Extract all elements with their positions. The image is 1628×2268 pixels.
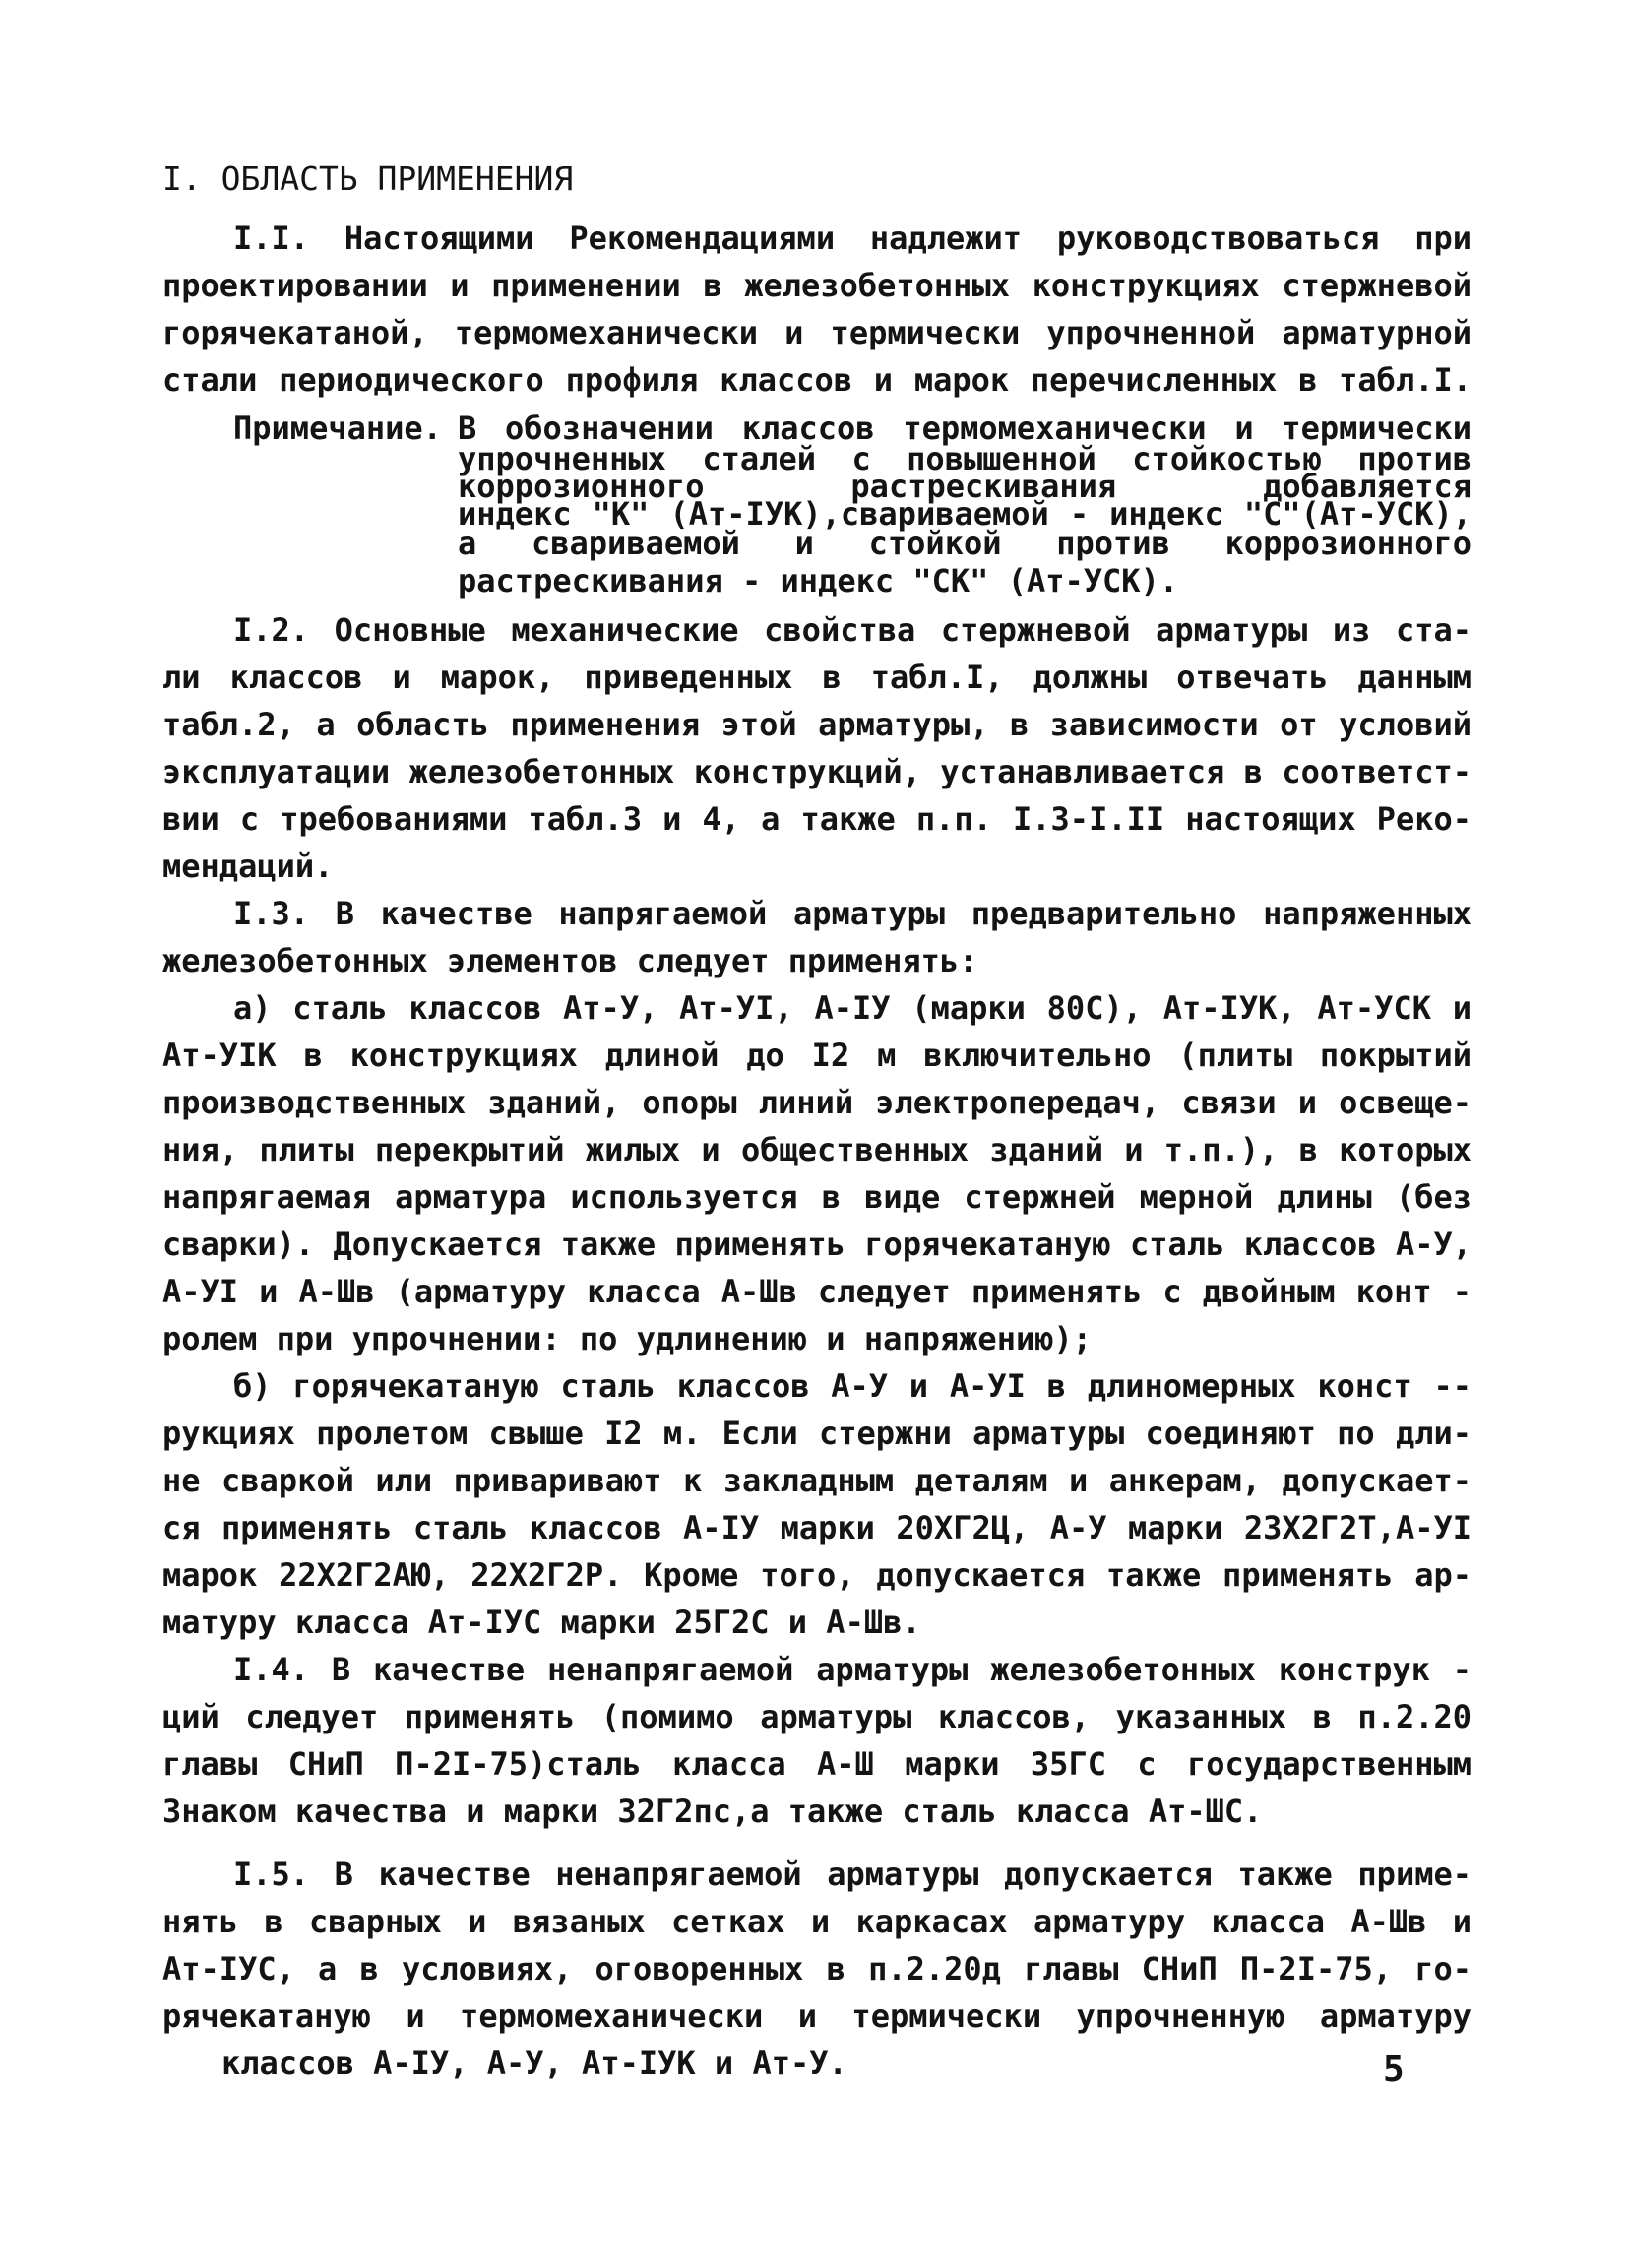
text-line: матуру класса Ат-IУС марки 25Г2С и А-Шв. <box>162 1604 921 1641</box>
note-label: Примечание. <box>233 410 442 447</box>
note-line: а свариваемой и стойкой против коррозионного <box>458 525 1471 562</box>
text-line: а) сталь классов Ат-У, Ат-УI, А-IУ (марки 80С), Ат-IУК, Ат-УСК и <box>233 989 1471 1027</box>
text-line: ролем при упрочнении: по удлинению и напряжению); <box>162 1320 1093 1357</box>
text-line: железобетонных элементов следует применять: <box>162 942 978 979</box>
text-line: эксплуатации железобетонных конструкций, устанавливается в соответст- <box>162 753 1471 790</box>
text-line: напрягаемая арматура используется в виде стержней мерной длины (без <box>162 1178 1471 1216</box>
text-line: б) горячекатаную сталь классов А-У и А-УI в длиномерных конст -- <box>233 1367 1471 1405</box>
text-line: вии с требованиями табл.3 и 4, а также п.п. I.3-I.II настоящих Реко- <box>162 800 1471 838</box>
text-line: проектировании и применении в железобетонных конструкциях стержневой <box>162 267 1471 304</box>
text-line: I.3. В качестве напрягаемой арматуры предварительно напряженных <box>233 895 1471 932</box>
text-line: сварки). Допускается также применять горячекатаную сталь классов А-У, <box>162 1226 1471 1263</box>
note-line: упрочненных сталей с повышенной стойкостью против <box>458 440 1471 477</box>
text-line: I.2. Основные механические свойства стержневой арматуры из ста- <box>233 611 1471 649</box>
note-line: В обозначении классов термомеханически и термически <box>458 410 1471 447</box>
text-line: не сваркой или приваривают к закладным деталям и анкерам, допускает- <box>162 1462 1471 1499</box>
text-line: Знаком качества и марки 32Г2пс,а также сталь класса Ат-ШС. <box>162 1793 1263 1830</box>
text-line: ли классов и марок, приведенных в табл.I, должны отвечать данным <box>162 659 1471 696</box>
page-number: 5 <box>1383 2049 1405 2090</box>
text-line: нять в сварных и вязаных сетках и каркасах арматуру класса А-Шв и <box>162 1903 1471 1940</box>
text-line: стали периодического профиля классов и марок перечисленных в табл.I. <box>162 361 1471 399</box>
text-line: марок 22Х2Г2АЮ, 22Х2Г2Р. Кроме того, допускается также применять ар- <box>162 1556 1471 1594</box>
text-line: I.5. В качестве ненапрягаемой арматуры допускается также приме- <box>233 1856 1471 1893</box>
text-line: классов А-IУ, А-У, Ат-IУК и Ат-У. <box>221 2045 847 2082</box>
text-line: производственных зданий, опоры линий электропередач, связи и освеще- <box>162 1084 1471 1121</box>
text-line: I.I. Настоящими Рекомендациями надлежит руководствоваться при <box>233 220 1471 257</box>
text-line: табл.2, а область применения этой арматуры, в зависимости от условий <box>162 706 1471 743</box>
note-line: индекс "К" (Ат-IУК),свариваемой - индекс "С"(Ат-УСК), <box>458 495 1471 533</box>
text-line: ния, плиты перекрытий жилых и общественных зданий и т.п.), в которых <box>162 1131 1471 1168</box>
text-line: I.4. В качестве ненапрягаемой арматуры железобетонных конструк - <box>233 1651 1471 1688</box>
text-line: главы СНиП П-2I-75)сталь класса А-Ш марки 35ГС с государственным <box>162 1745 1471 1783</box>
text-line: горячекатаной, термомеханически и термически упрочненной арматурной <box>162 314 1471 351</box>
text-line: рячекатаную и термомеханически и термически упрочненную арматуру <box>162 1997 1471 2035</box>
note-line: растрескивания - индекс "СК" (Ат-УСК). <box>458 562 1179 599</box>
text-line: ций следует применять (помимо арматуры классов, указанных в п.2.20 <box>162 1698 1471 1735</box>
text-line: Ат-IУС, а в условиях, оговоренных в п.2.20д главы СНиП П-2I-75, го- <box>162 1950 1471 1987</box>
text-line: мендаций. <box>162 848 334 885</box>
section-heading: I. ОБЛАСТЬ ПРИМЕНЕНИЯ <box>162 159 574 198</box>
text-line: А-УI и А-Шв (арматуру класса А-Шв следует применять с двойным конт - <box>162 1273 1471 1310</box>
text-line: Ат-УIК в конструкциях длиной до I2 м включительно (плиты покрытий <box>162 1037 1471 1074</box>
text-line: рукциях пролетом свыше I2 м. Если стержни арматуры соединяют по дли- <box>162 1415 1471 1452</box>
text-line: ся применять сталь классов А-IУ марки 20ХГ2Ц, А-У марки 23Х2Г2Т,А-УI <box>162 1509 1471 1546</box>
note-line: коррозионного растрескивания добавляется <box>458 468 1471 505</box>
